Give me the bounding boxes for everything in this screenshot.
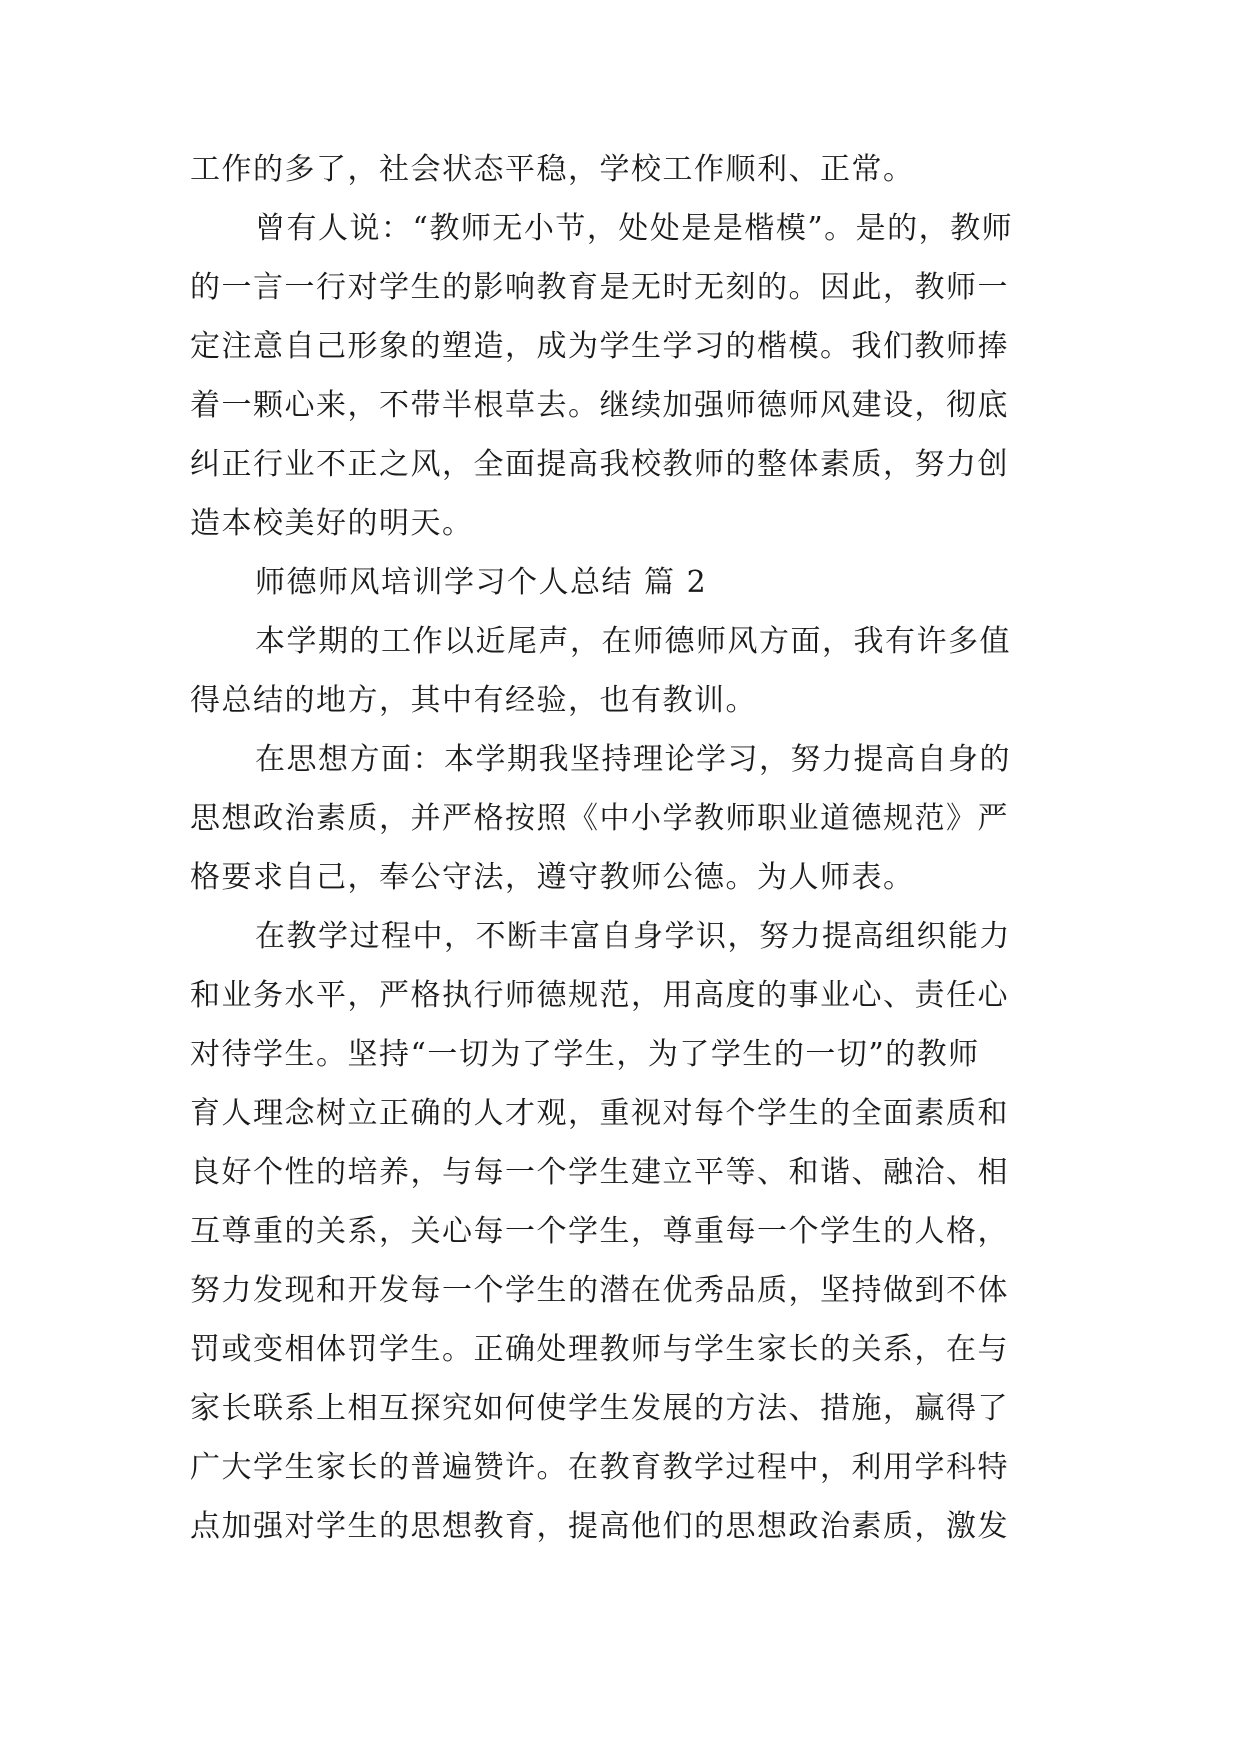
text-line: 良好个性的培养，与每一个学生建立平等、和谐、融洽、相 (190, 1155, 1009, 1190)
section-heading: 师德师风培训学习个人总结 篇 2 (255, 565, 708, 600)
text-line: 着一颗心来，不带半根草去。继续加强师德师风建设，彻底 (190, 388, 1009, 423)
text-line: 努力发现和开发每一个学生的潜在优秀品质，坚持做到不体 (190, 1273, 1009, 1308)
text-line: 工作的多了，社会状态平稳，学校工作顺利、正常。 (190, 152, 915, 187)
text-line: 得总结的地方，其中有经验，也有教训。 (190, 683, 757, 718)
text-line: 互尊重的关系，关心每一个学生，尊重每一个学生的人格， (190, 1214, 1009, 1249)
text-line: 在思想方面：本学期我坚持理论学习，努力提高自身的 (255, 742, 1011, 777)
text-line: 本学期的工作以近尾声，在师德师风方面，我有许多值 (255, 624, 1011, 659)
text-line: 广大学生家长的普遍赞许。在教育教学过程中，利用学科特 (190, 1450, 1009, 1485)
text-line: 纠正行业不正之风，全面提高我校教师的整体素质，努力创 (190, 447, 1009, 482)
text-line: 造本校美好的明天。 (190, 506, 474, 541)
text-line: 定注意自己形象的塑造，成为学生学习的楷模。我们教师捧 (190, 329, 1009, 364)
text-line: 和业务水平，严格执行师德规范，用高度的事业心、责任心 (190, 978, 1009, 1013)
text-line: 罚或变相体罚学生。正确处理教师与学生家长的关系，在与 (190, 1332, 1009, 1367)
text-line: 的一言一行对学生的影响教育是无时无刻的。因此，教师一 (190, 270, 1009, 305)
text-line: 思想政治素质，并严格按照《中小学教师职业道德规范》严 (190, 801, 1009, 836)
text-line: 对待学生。坚持“一切为了学生，为了学生的一切”的教师 (190, 1037, 980, 1072)
text-line: 点加强对学生的思想教育，提高他们的思想政治素质，激发 (190, 1509, 1009, 1544)
text-line: 育人理念树立正确的人才观，重视对每个学生的全面素质和 (190, 1096, 1009, 1131)
text-line: 曾有人说：“教师无小节，处处是是楷模”。是的，教师 (255, 211, 1014, 246)
text-line: 家长联系上相互探究如何使学生发展的方法、措施，赢得了 (190, 1391, 1009, 1426)
text-line: 在教学过程中，不断丰富自身学识，努力提高组织能力 (255, 919, 1011, 954)
text-line: 格要求自己，奉公守法，遵守教师公德。为人师表。 (190, 860, 915, 895)
